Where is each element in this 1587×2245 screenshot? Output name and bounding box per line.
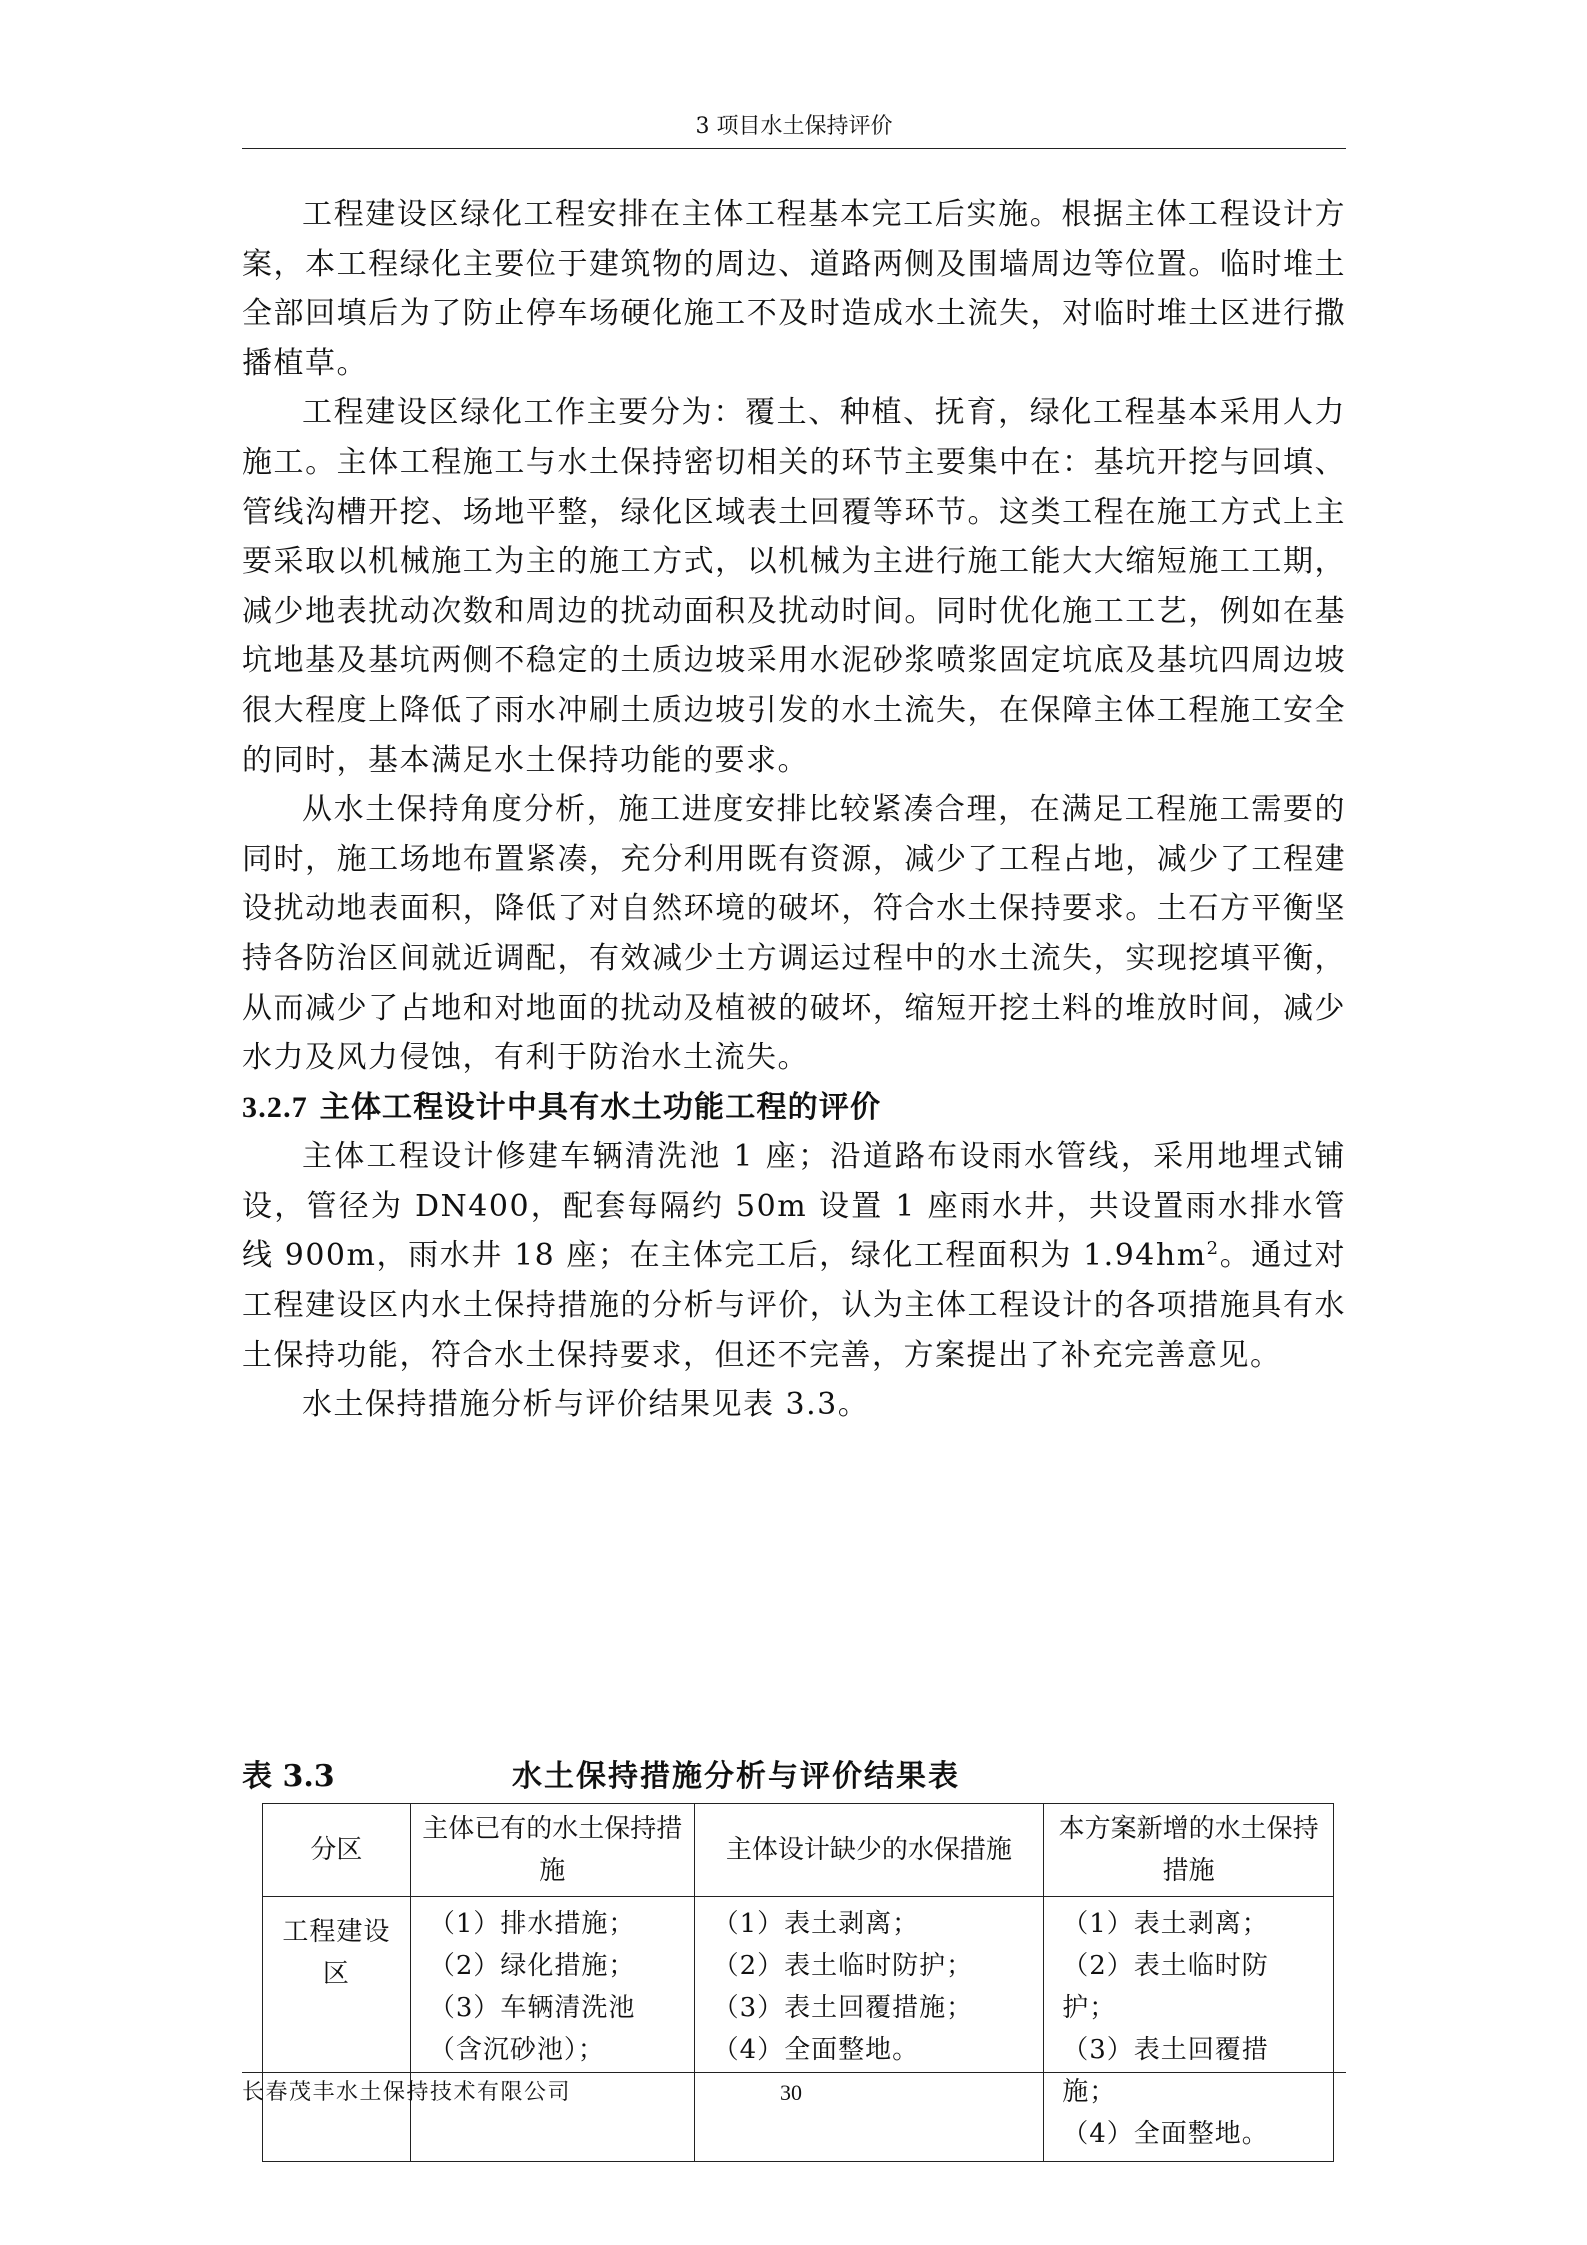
list-item: （1）排水措施；	[428, 1909, 636, 1939]
table-number: 表 3.3	[242, 1759, 335, 1794]
table-caption	[242, 1755, 1346, 1799]
body-text	[242, 190, 1346, 1430]
list-item: （1）表土剥离；	[712, 1909, 920, 1939]
paragraph: 从水土保持角度分析，施工进度安排比较紧凑合理，在满足工程施工需要的同时，施工场地布置紧凑，充分利用既有资源，减少了工程占地，减少了工程建设扰动地表面积，降低了对自然环境的破坏，符合水土保持要求。土石方平衡坚持各防治区间就近调配，有效减少土方调运过程中的水土流失，实现挖填平衡，从而减少了占地和对地面的扰动及植被的破坏，缩短开挖土料的堆放时间，减少水力及风力侵蚀，有利于防治水土流失。	[242, 792, 1346, 1076]
superscript: 2	[1206, 1238, 1220, 1260]
header-added: 本方案新增的水土保持措施	[1044, 1804, 1334, 1897]
list-item: （2）表土临时防护；	[1062, 1951, 1269, 2023]
cell-existing	[410, 1897, 694, 2162]
measures-table	[262, 1803, 1334, 2162]
cell-missing	[694, 1897, 1044, 2162]
cell-zone: 工程建设区	[263, 1897, 411, 2162]
header-missing: 主体设计缺少的水保措施	[694, 1804, 1044, 1897]
section-title: 主体工程设计中具有水土功能工程的评价	[319, 1089, 882, 1125]
list-item: （3）表土回覆措施；	[712, 1993, 974, 2023]
section-heading	[242, 1083, 1346, 1133]
cell-added	[1044, 1897, 1334, 2162]
section-paragraph-text-cont: 。通过对工程建设区内水土保持措施的分析与评价，认为主体工程设计的各项措施具有水土保持功能，符合水土保持要求，但还不完善，方案提出了补充完善意见。	[242, 1238, 1347, 1373]
table-intro: 水土保持措施分析与评价结果见表 3.3。	[302, 1387, 870, 1423]
section-paragraph	[242, 1132, 1346, 1380]
list-item: （2）表土临时防护；	[712, 1951, 974, 1981]
header-title: 3 项目水土保持评价	[695, 114, 893, 139]
table-title: 水土保持措施分析与评价结果表	[512, 1759, 960, 1794]
header-existing: 主体已有的水土保持措施	[410, 1804, 694, 1897]
table-row	[263, 1897, 1334, 2162]
table-header-row	[263, 1804, 1334, 1897]
section-number: 3.2.7	[242, 1090, 308, 1124]
header-zone: 分区	[263, 1804, 411, 1897]
paragraph: 工程建设区绿化工程安排在主体工程基本完工后实施。根据主体工程设计方案，本工程绿化主要位于建筑物的周边、道路两侧及围墙周边等位置。临时堆土全部回填后为了防止停车场硬化施工不及时造成水土流失，对临时堆土区进行撒播植草。	[242, 197, 1346, 381]
list-item: （3）表土回覆措施；	[1062, 2035, 1269, 2107]
list-item: （2）绿化措施；	[428, 1951, 636, 1981]
list-item: （1）表土剥离；	[1062, 1909, 1269, 1939]
list-item: （3）车辆清洗池（含沉砂池）；	[428, 1993, 636, 2065]
list-item: （4）全面整地。	[712, 2035, 920, 2065]
footer-divider	[242, 2072, 1346, 2073]
list-item: （4）全面整地。	[1062, 2119, 1269, 2149]
paragraph: 工程建设区绿化工作主要分为：覆土、种植、抚育，绿化工程基本采用人力施工。主体工程施工与水土保持密切相关的环节主要集中在：基坑开挖与回填、管线沟槽开挖、场地平整，绿化区域表土回覆等环节。这类工程在施工方式上主要采取以机械施工为主的施工方式，以机械为主进行施工能大大缩短施工工期，减少地表扰动次数和周边的扰动面积及扰动时间。同时优化施工工艺，例如在基坑地基及基坑两侧不稳定的土质边坡采用水泥砂浆喷浆固定坑底及基坑四周边坡很大程度上降低了雨水冲刷土质边坡引发的水土流失，在保障主体工程施工安全的同时，基本满足水土保持功能的要求。	[242, 395, 1346, 778]
running-header	[242, 112, 1346, 149]
footer-company: 长春茂丰水土保持技术有限公司	[242, 2080, 572, 2105]
section-paragraph-text: 主体工程设计修建车辆清洗池 1 座；沿道路布设雨水管线，采用地埋式铺设，管径为 DN400，配套每隔约 50m 设置 1 座雨水井，共设置雨水排水管线 900m，雨水井 18 座；在主体完工后，绿化工程面积为 1.94hm	[242, 1139, 1346, 1274]
page-number: 30	[780, 2080, 802, 2105]
